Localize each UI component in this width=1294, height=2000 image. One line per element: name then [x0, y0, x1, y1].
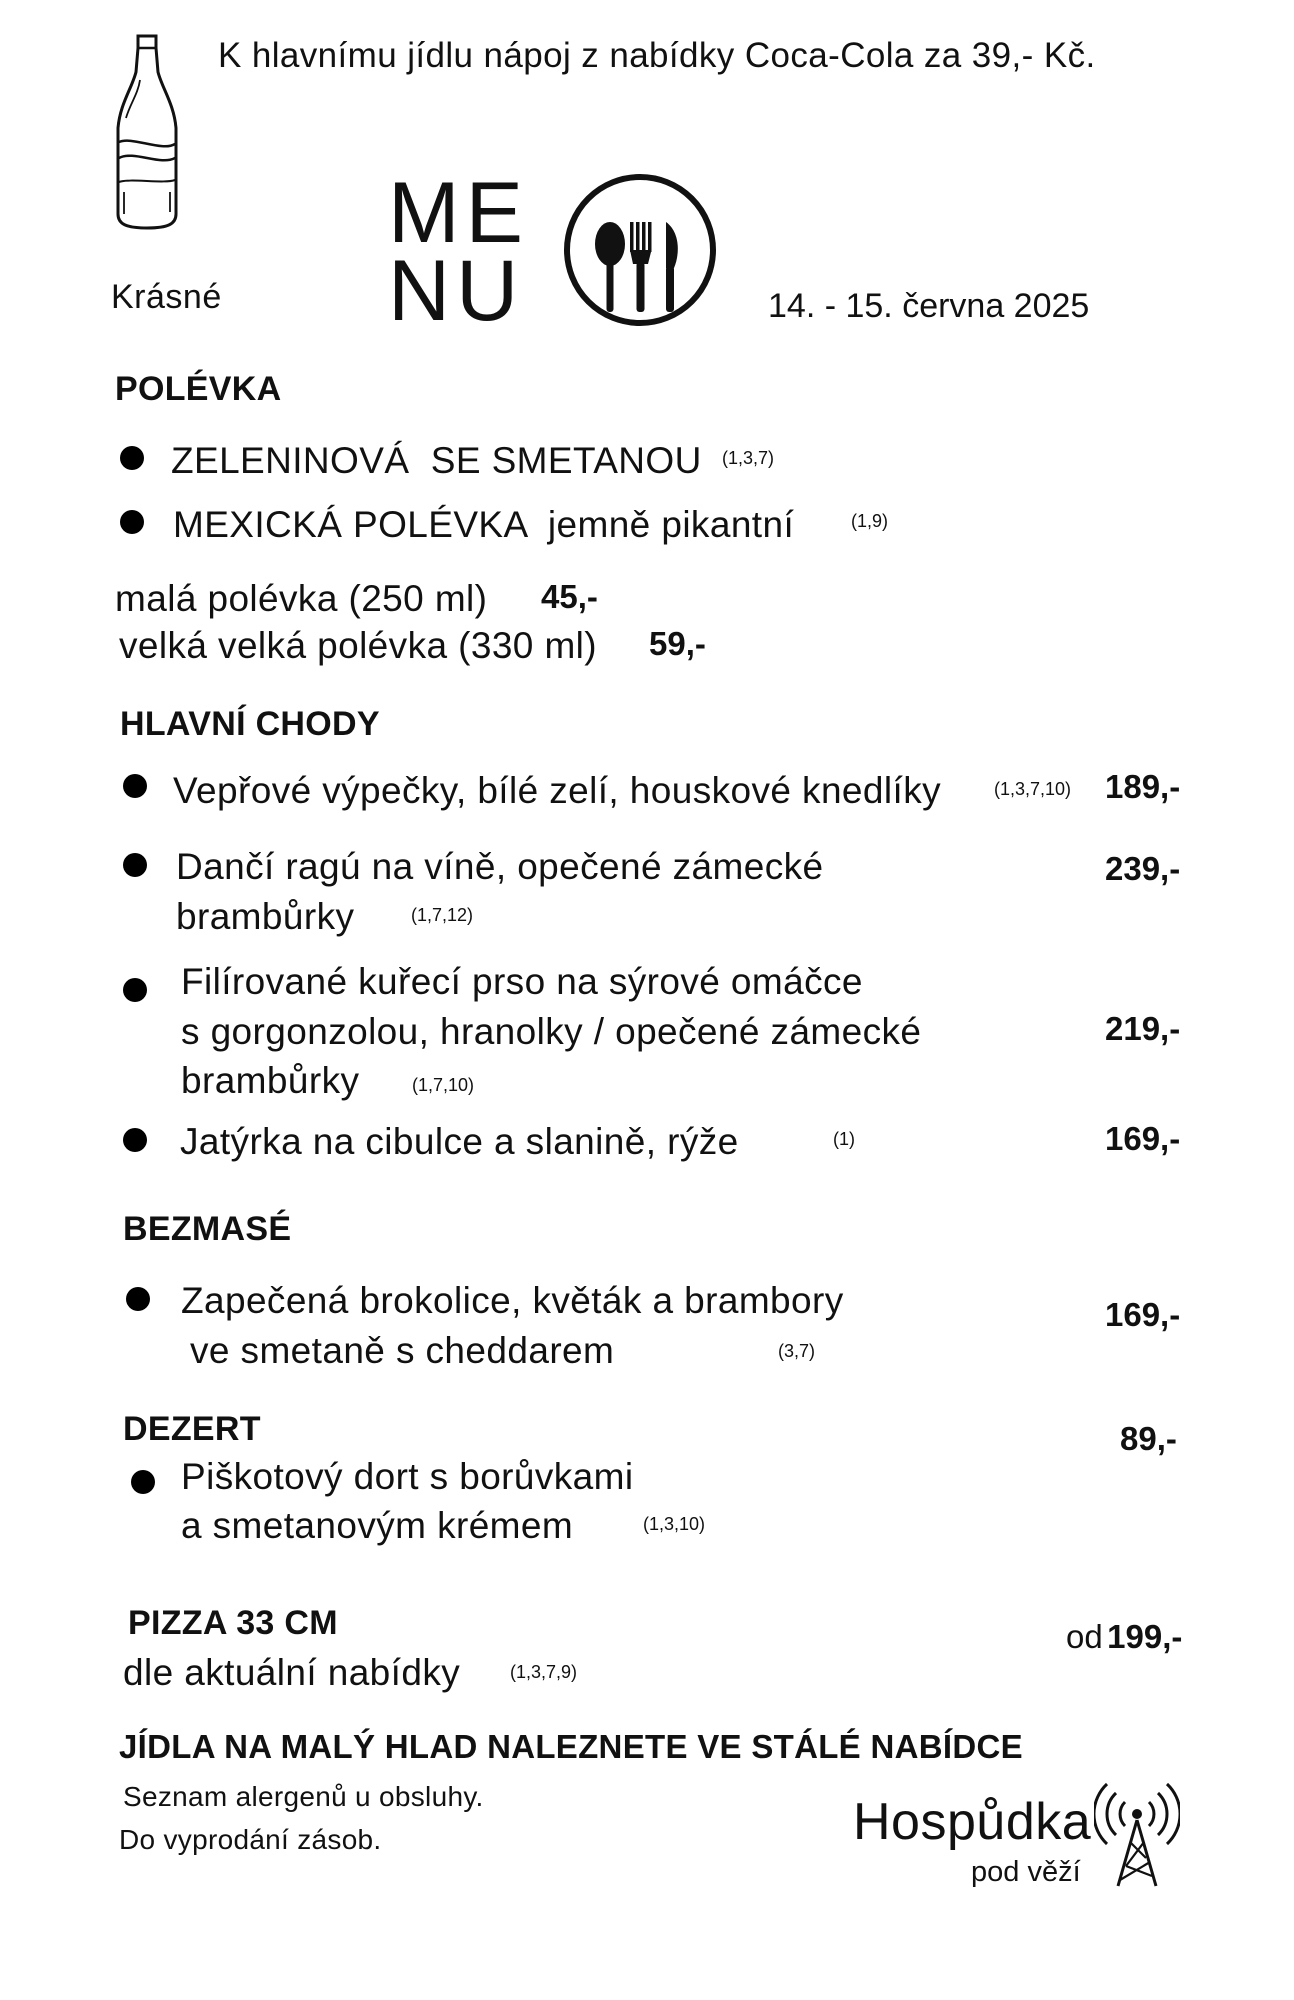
- soup-size-small-label: malá polévka (250 ml): [115, 578, 488, 619]
- section-heading-dessert: DEZERT: [123, 1410, 261, 1448]
- main-item-price: 169,-: [1105, 1120, 1181, 1157]
- soup-size-small-price: 45,-: [541, 578, 598, 615]
- vegetarian-item-line: Zapečená brokolice, květák a brambory: [181, 1280, 844, 1321]
- main-item-line: Filírované kuřecí prso na sýrové omáčce: [181, 961, 863, 1002]
- soup-size-large-price: 59,-: [649, 625, 706, 662]
- cutlery-circle-icon: [562, 172, 718, 333]
- main-item-price: 239,-: [1105, 850, 1181, 887]
- main-item-line: Dančí ragú na víně, opečené zámecké: [176, 846, 824, 887]
- menu-date: 14. - 15. června 2025: [768, 287, 1090, 325]
- allergens: (1,3,7): [722, 448, 775, 468]
- soup-item-name: MEXICKÁ POLÉVKA jemně pikantní: [173, 504, 795, 545]
- main-item-price: 189,-: [1105, 768, 1181, 805]
- allergens: (1,7,12): [411, 905, 474, 925]
- allergen-note: Seznam alergenů u obsluhy.: [123, 1781, 484, 1812]
- allergens: (3,7): [778, 1341, 816, 1361]
- bullet: [123, 774, 147, 798]
- bullet: [126, 1287, 150, 1311]
- main-item-line: brambůrky: [181, 1060, 360, 1101]
- main-item-line: Vepřové výpečky, bílé zelí, houskové knedlíky: [173, 770, 941, 811]
- allergens: (1): [833, 1129, 855, 1149]
- menu-logo-line1: ME: [388, 165, 529, 261]
- dessert-item-price: 89,-: [1120, 1420, 1177, 1457]
- section-heading-vegetarian: BEZMASÉ: [123, 1210, 292, 1248]
- section-heading-pizza: PIZZA 33 CM: [128, 1604, 338, 1642]
- bullet: [120, 446, 144, 470]
- coca-cola-bottle-icon: [112, 32, 182, 237]
- section-heading-mains: HLAVNÍ CHODY: [120, 705, 380, 743]
- radio-tower-icon: [1094, 1780, 1180, 1895]
- main-item-line: brambůrky: [176, 896, 355, 937]
- soup-size-large-label: velká velká polévka (330 ml): [119, 625, 598, 666]
- pizza-price-value: 199,-: [1107, 1618, 1183, 1655]
- main-item-line: s gorgonzolou, hranolky / opečené zámecké: [181, 1011, 922, 1052]
- allergens: (1,3,7,10): [994, 779, 1072, 799]
- drink-offer: K hlavnímu jídlu nápoj z nabídky Coca-Cola za 39,- Kč.: [218, 36, 1096, 75]
- vegetarian-item-price: 169,-: [1105, 1296, 1181, 1333]
- allergens: (1,9): [851, 511, 889, 531]
- bullet: [123, 853, 147, 877]
- brand-tagline: pod věží: [971, 1856, 1081, 1888]
- main-item-price: 219,-: [1105, 1010, 1181, 1047]
- main-item-line: Jatýrka na cibulce a slanině, rýže: [180, 1121, 739, 1162]
- bullet: [131, 1470, 155, 1494]
- allergens: (1,7,10): [412, 1075, 475, 1095]
- bullet: [120, 510, 144, 534]
- allergens: (1,3,10): [643, 1514, 706, 1534]
- dessert-item-line: a smetanovým krémem: [181, 1505, 574, 1546]
- section-heading-soup: POLÉVKA: [115, 370, 282, 408]
- pizza-desc: dle aktuální nabídky: [123, 1652, 461, 1693]
- allergens: (1,3,7,9): [510, 1662, 578, 1682]
- small-hunger-note: JÍDLA NA MALÝ HLAD NALEZNETE VE STÁLÉ NABÍDCE: [119, 1728, 1023, 1765]
- bullet: [123, 978, 147, 1002]
- subtitle-left: Krásné: [111, 278, 222, 316]
- brand-name: Hospůdka: [853, 1793, 1092, 1851]
- pizza-price-prefix: od: [1066, 1618, 1103, 1655]
- menu-logo-line2: NU: [388, 243, 525, 339]
- pizza-price: [1066, 1620, 1182, 1653]
- vegetarian-item-line: ve smetaně s cheddarem: [190, 1330, 615, 1371]
- bullet: [123, 1128, 147, 1152]
- stock-note: Do vyprodání zásob.: [119, 1824, 382, 1855]
- dessert-item-line: Piškotový dort s borůvkami: [181, 1456, 634, 1497]
- soup-item-name: ZELENINOVÁ SE SMETANOU: [171, 440, 702, 481]
